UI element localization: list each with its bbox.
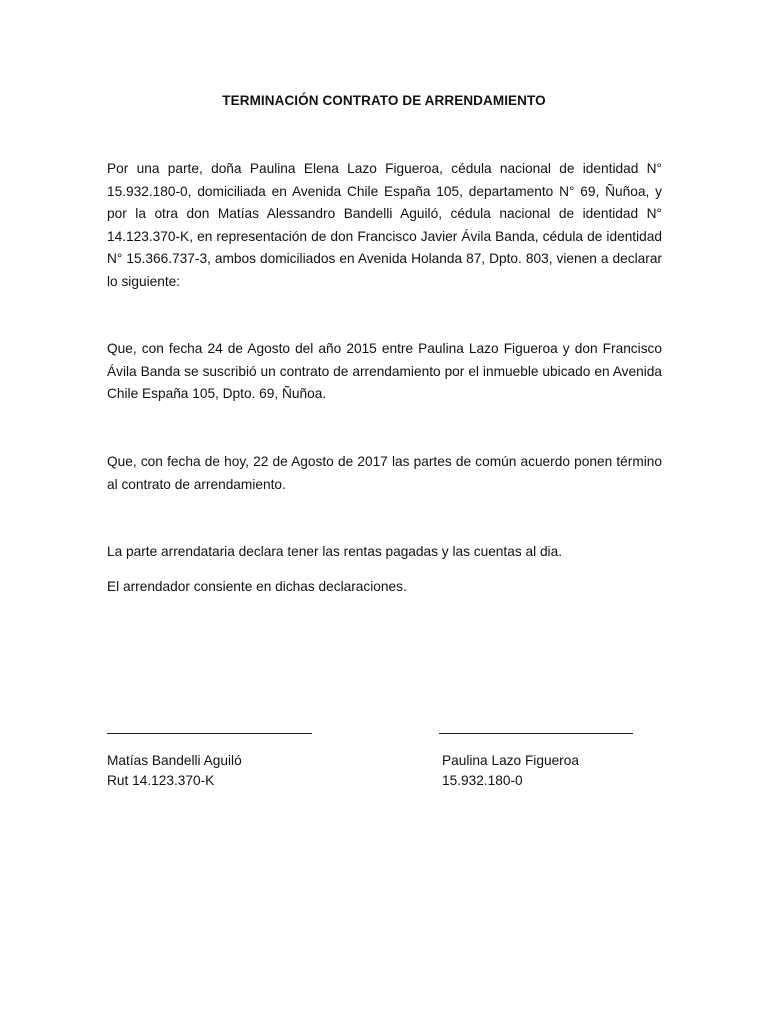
paragraph-landlord-consent: El arrendador consiente en dichas declaraciones. xyxy=(107,579,407,594)
signature-line-right xyxy=(439,733,633,734)
document-title: TERMINACIÓN CONTRATO DE ARRENDAMIENTO xyxy=(222,93,546,108)
signer-id-left: Rut 14.123.370-K xyxy=(107,773,215,788)
paragraph-parties: Por una parte, doña Paulina Elena Lazo Figueroa, cédula nacional de identidad N° 15.932.180-0, domiciliada en Avenida Chile España 105, departamento N° 69, Ñuñoa, y por la otra don Matías Alessandro Bandelli Aguiló, cédula nacional de identidad N° 14.123.370-K, en representación de don Francisco Javier Ávila Banda, cédula de identidad N° 15.366.737-3, ambos domiciliados en Avenida Holanda 87, Dpto. 803, vienen a declarar lo siguiente: xyxy=(107,161,662,289)
paragraph-contract-origin: Que, con fecha 24 de Agosto del año 2015 entre Paulina Lazo Figueroa y don Francisco Ávila Banda se suscribió un contrato de arrendamiento por el inmueble ubicado en Avenida Chile España 105, Dpto. 69, Ñuñoa. xyxy=(107,341,662,401)
paragraph-termination: Que, con fecha de hoy, 22 de Agosto de 2017 las partes de común acuerdo ponen término al contrato de arrendamiento. xyxy=(107,454,662,492)
paragraph-tenant-declaration: La parte arrendataria declara tener las rentas pagadas y las cuentas al dia. xyxy=(107,544,563,559)
signer-id-right: 15.932.180-0 xyxy=(442,773,523,788)
signer-name-right: Paulina Lazo Figueroa xyxy=(442,753,579,768)
signature-line-left xyxy=(107,733,312,734)
signer-name-left: Matías Bandelli Aguiló xyxy=(107,753,242,768)
